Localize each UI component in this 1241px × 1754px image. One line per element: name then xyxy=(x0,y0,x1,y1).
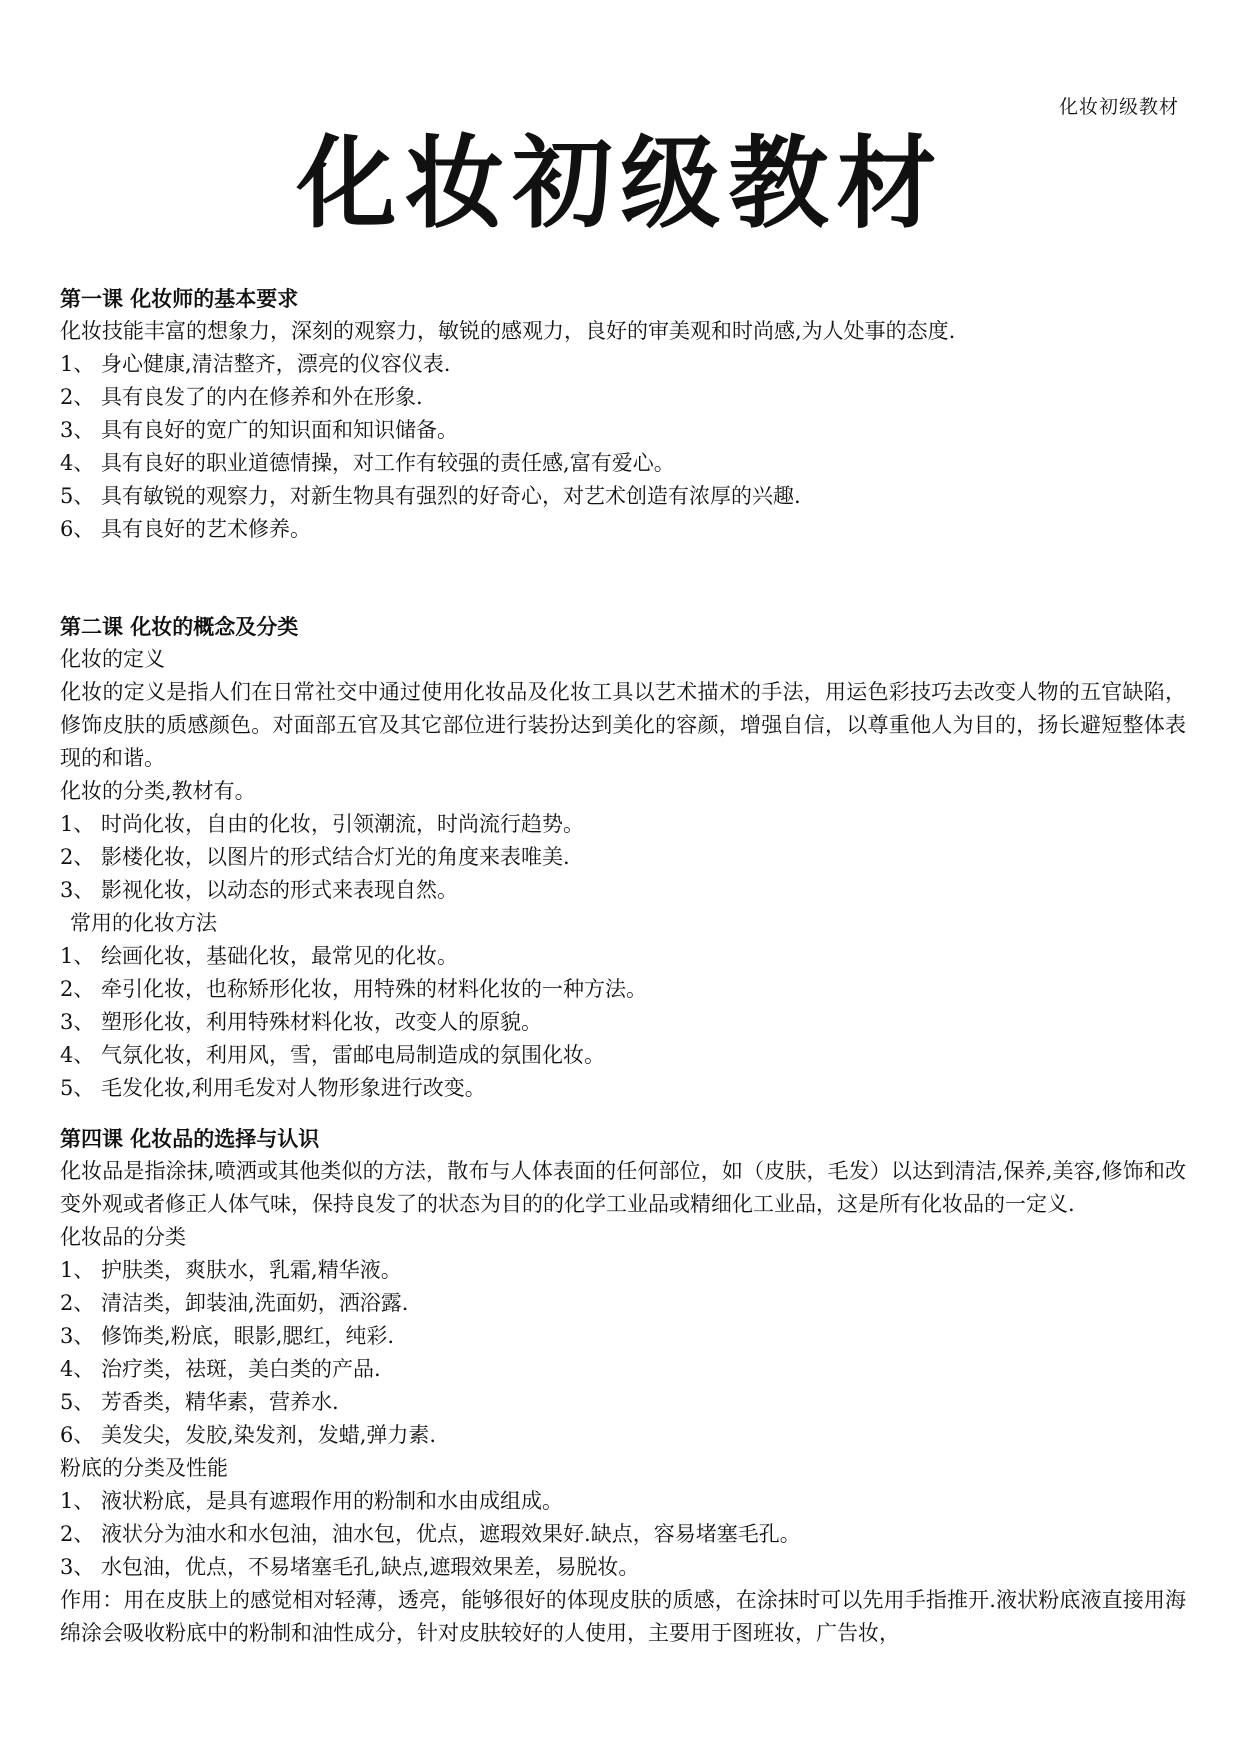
lesson2-method-item: 4、 气氛化妆，利用风，雪，雷邮电局制造成的氛围化妆。 xyxy=(60,1043,606,1067)
lesson2-heading: 第二课 化妆的概念及分类 xyxy=(60,614,299,639)
lesson4-foundation-label: 粉底的分类及性能 xyxy=(60,1456,228,1480)
lesson1-item: 2、 具有良发了的内在修养和外在形象. xyxy=(60,385,423,409)
lesson1-item: 6、 具有良好的艺术修养。 xyxy=(60,517,312,541)
lesson2-classification-label: 化妆的分类,教材有。 xyxy=(60,779,256,803)
lesson1-heading: 第一课 化妆师的基本要求 xyxy=(60,286,299,311)
lesson4-definition-text: 化妆品是指涂抹,喷洒或其他类似的方法，散布与人体表面的任何部位，如（皮肤，毛发）以达到清洁,保养,美容,修饰和改变外观或者修正人体气味，保持良发了的状态为目的的化学工业品或精细化工业品，这是所有化妆品的一定义. xyxy=(60,1159,1186,1216)
lesson4-usage-text: 作用：用在皮肤上的感觉相对轻薄，透亮，能够很好的体现皮肤的质感，在涂抹时可以先用手指推开.液状粉底液直接用海绵涂会吸收粉底中的粉制和油性成分，针对皮肤较好的人使用，主要用于图班妆，广告妆， xyxy=(60,1588,1186,1645)
lesson1-item: 4、 具有良好的职业道德情操，对工作有较强的责任感,富有爱心。 xyxy=(60,451,675,475)
lesson2-classification-item: 1、 时尚化妆，自由的化妆，引领潮流，时尚流行趋势。 xyxy=(60,812,585,836)
lesson4-classification-item: 4、 治疗类，祛斑，美白类的产品. xyxy=(60,1357,381,1381)
lesson1-item: 1、 身心健康,清洁整齐，漂亮的仪容仪表. xyxy=(60,352,451,376)
lesson2-definition-text: 化妆的定义是指人们在日常社交中通过使用化妆品及化妆工具以艺术描术的手法，用运色彩技巧去改变人物的五官缺陷，修饰皮肤的质感颜色。对面部五官及其它部位进行装扮达到美化的容颜，增强自信，以尊重他人为目的，扬长避短整体表现的和谐。 xyxy=(60,680,1186,770)
lesson4-classification-label: 化妆品的分类 xyxy=(60,1225,186,1249)
lesson2-methods-label: 常用的化妆方法 xyxy=(70,911,217,935)
lesson2-method-item: 3、 塑形化妆，利用特殊材料化妆，改变人的原貌。 xyxy=(60,1010,543,1034)
lesson4-classification-item: 5、 芳香类，精华素，营养水. xyxy=(60,1390,339,1414)
document-title: 化妆初级教材 xyxy=(296,124,945,242)
lesson4-classification-item: 6、 美发尖，发胶,染发剂，发蜡,弹力素. xyxy=(60,1423,437,1447)
lesson4-classification-item: 1、 护肤类，爽肤水，乳霜,精华液。 xyxy=(60,1258,402,1282)
lesson1-item: 5、 具有敏锐的观察力，对新生物具有强烈的好奇心，对艺术创造有浓厚的兴趣. xyxy=(60,484,801,508)
lesson2-classification-item: 3、 影视化妆，以动态的形式来表现自然。 xyxy=(60,878,459,902)
lesson4-classification-item: 2、 清洁类，卸装油,洗面奶，洒浴露. xyxy=(60,1291,409,1315)
lesson2-classification-item: 2、 影楼化妆，以图片的形式结合灯光的角度来表唯美. xyxy=(60,845,570,869)
lesson2-method-item: 5、 毛发化妆,利用毛发对人物形象进行改变。 xyxy=(60,1076,486,1100)
lesson2-definition-label: 化妆的定义 xyxy=(60,647,165,671)
lesson1-item: 3、 具有良好的宽广的知识面和知识储备。 xyxy=(60,418,459,442)
lesson4-foundation-item: 3、 水包油，优点，不易堵塞毛孔,缺点,遮瑕效果差，易脱妆。 xyxy=(60,1555,640,1579)
lesson4-foundation-item: 1、 液状粉底，是具有遮瑕作用的粉制和水由成组成。 xyxy=(60,1489,564,1513)
lesson2-method-item: 2、 牵引化妆，也称矫形化妆，用特殊的材料化妆的一种方法。 xyxy=(60,977,648,1001)
lesson4-heading: 第四课 化妆品的选择与认识 xyxy=(60,1126,320,1151)
running-header: 化妆初级教材 xyxy=(1058,96,1179,118)
document-body xyxy=(60,282,1186,1650)
lesson1-intro: 化妆技能丰富的想象力，深刻的观察力，敏锐的感观力，良好的审美观和时尚感,为人处事的态度. xyxy=(60,319,956,343)
lesson4-classification-item: 3、 修饰类,粉底，眼影,腮红，纯彩. xyxy=(60,1324,395,1348)
lesson4-foundation-item: 2、 液状分为油水和水包油，油水包，优点，遮瑕效果好.缺点，容易堵塞毛孔。 xyxy=(60,1522,801,1546)
lesson2-method-item: 1、 绘画化妆，基础化妆，最常见的化妆。 xyxy=(60,944,459,968)
